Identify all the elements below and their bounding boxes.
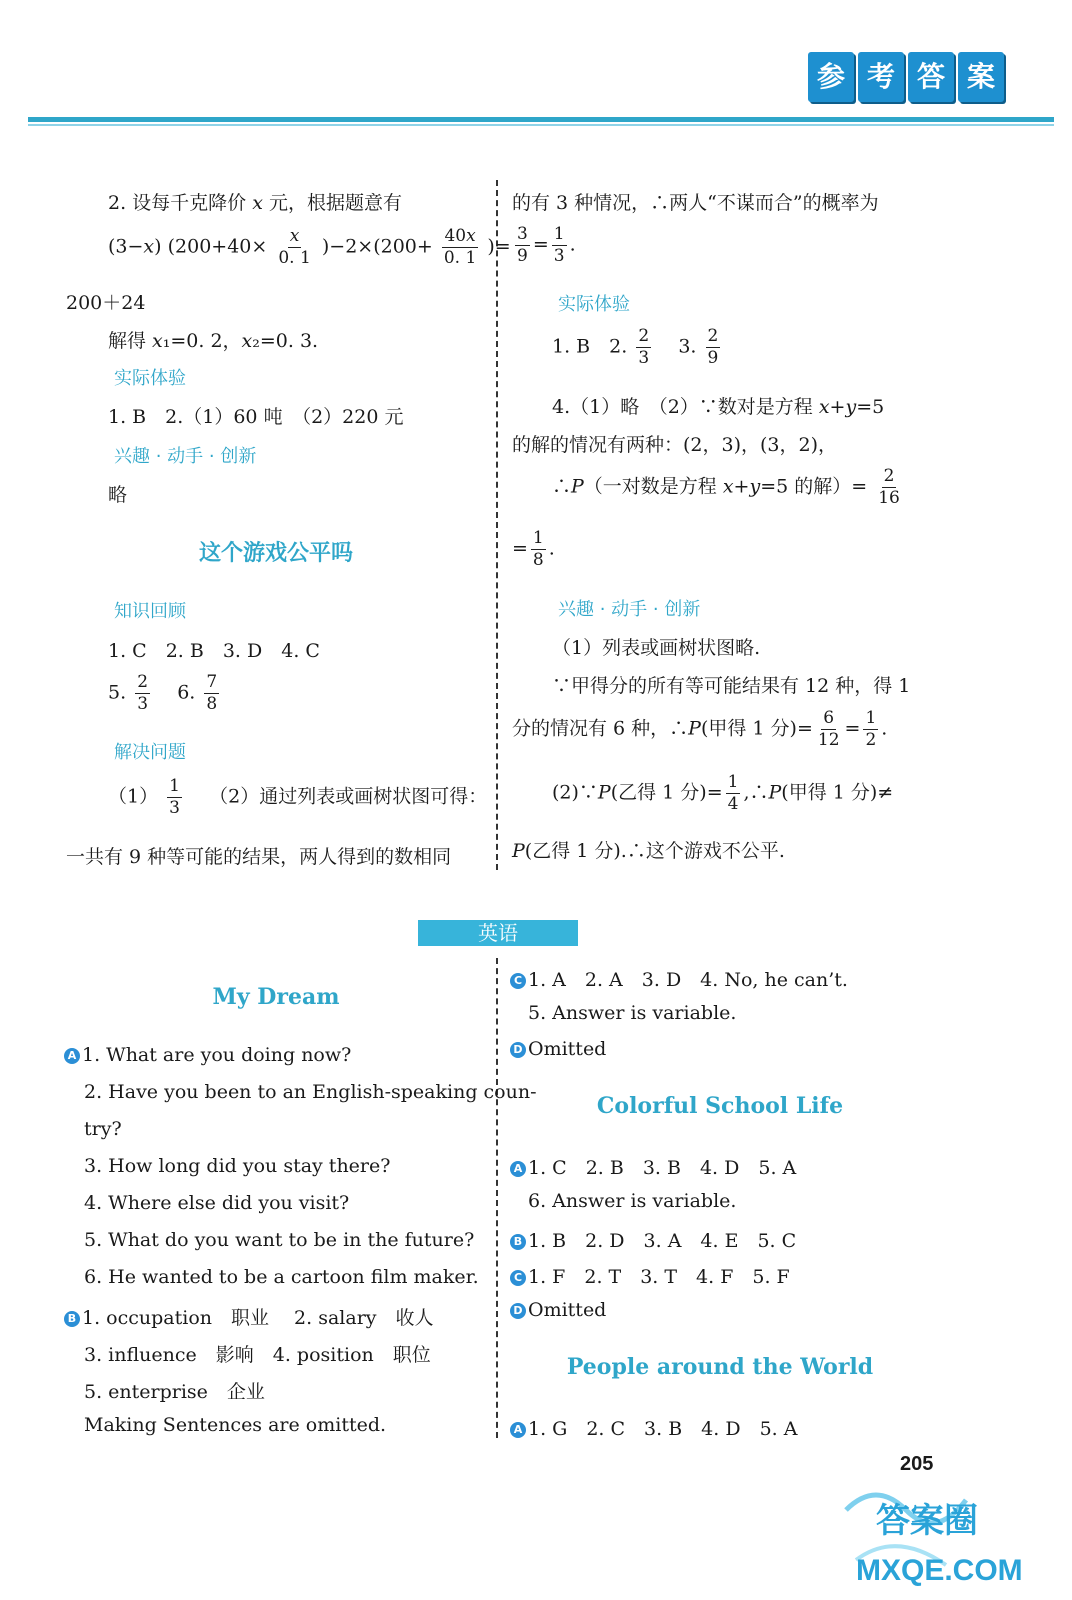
eq-part: (3−𝑥) (108, 235, 162, 258)
watermark-url: MXQE.COM (856, 1554, 1023, 1587)
math-line: 2. 设每千克降价 𝑥 元，根据题意有 (108, 192, 402, 214)
math-line: = $\frac{1}{8}$ . (512, 528, 555, 570)
watermark-logo (836, 1470, 1056, 1590)
math-line: （1） $\frac{1}{3}$ （2）通过列表或画树状图可得： (108, 776, 488, 818)
answer-line: 3. How long did you stay there? (84, 1155, 391, 1177)
badge-c-icon: C (510, 1270, 526, 1286)
eq-part: )−2×(200+ (321, 235, 433, 258)
math-line: 200＋24 (66, 292, 146, 314)
math-line: 的有 3 种情况，∴两人“不谋而合”的概率为 (512, 192, 879, 214)
fraction: $\frac{6}{12}$ (817, 708, 840, 750)
fraction: $\frac{7}{8}$ (206, 672, 218, 714)
badge-c-icon: C (510, 973, 526, 989)
answer-line: 5. What do you want to be in the future? (84, 1229, 475, 1251)
math-line: 一共有 9 种等可能的结果，两人得到的数相同 (66, 846, 452, 868)
badge-d-icon: D (510, 1042, 526, 1058)
answer-line: A 1. G 2. C 3. B 4. D 5. A (510, 1414, 797, 1441)
badge-d-icon: D (510, 1303, 526, 1319)
math-line: 5. $\frac{2}{3}$ 6. $\frac{7}{8}$ (108, 672, 218, 714)
section-heading: 实际体验 (114, 368, 186, 389)
math-line: 1. B 2.（1）60 吨 （2）220 元 (108, 406, 404, 428)
eq-part: (200+40× (167, 235, 268, 258)
fraction: $\frac{2}{3}$ (137, 672, 149, 714)
header-rule (28, 117, 1054, 122)
column-divider (496, 958, 498, 1438)
math-line: 分的情况有 6 种，∴𝑃(甲得 1 分)= $\frac{6}{12}$ = $\frac{1}{2}$ . (512, 708, 888, 750)
answer-line: 2. Have you been to an English-speaking coun- (84, 1081, 537, 1103)
section-heading: 实际体验 (558, 294, 630, 315)
fraction: $\frac{\text{40𝑥}}{0. 1}$ (443, 226, 477, 268)
badge-b-icon: B (510, 1234, 526, 1250)
math-line: ∵甲得分的所有等可能结果有 12 种，得 1 (552, 675, 911, 697)
section-title: Colorful School Life (596, 1093, 844, 1119)
badge-a-icon: A (510, 1161, 526, 1177)
section-heading: 兴趣 · 动手 · 创新 (558, 599, 701, 620)
section-heading: 兴趣 · 动手 · 创新 (114, 446, 257, 467)
header-char: 考 (858, 52, 904, 102)
math-line: $\frac{3}{9}$ = $\frac{1}{3}$ . (517, 224, 576, 266)
math-line: ∴𝑃（一对数是方程 𝑥+𝑦=5 的解）= $\frac{2}{16}$ (552, 466, 900, 508)
answer-line: try? (84, 1118, 122, 1140)
math-line: (2)∵𝑃(乙得 1 分)= $\frac{1}{4}$ ,∴𝑃(甲得 1 分)≠ (552, 772, 894, 814)
section-heading: 解决问题 (114, 742, 186, 763)
fraction: $\frac{\text{𝑥}}{0. 1}$ (278, 226, 311, 268)
math-line: 解得 𝑥₁=0. 2，𝑥₂=0. 3. (108, 330, 319, 352)
answer-line: D Omitted (510, 1038, 606, 1060)
math-line: 𝑃(乙得 1 分).∴这个游戏不公平. (512, 840, 785, 862)
section-heading: 知识回顾 (114, 601, 186, 622)
math-equation (108, 228, 511, 267)
answer-line: C 1. A 2. A 3. D 4. No, he can’t. (510, 965, 848, 992)
answer-line: B 1. B 2. D 3. A 4. E 5. C (510, 1226, 796, 1253)
answer-line: A 1. C 2. B 3. B 4. D 5. A (510, 1153, 796, 1180)
answer-line: 3. influence 影响 4. position 职位 (84, 1344, 431, 1366)
fraction: $\frac{1}{3}$ (169, 776, 180, 818)
fraction: $\frac{1}{4}$ (727, 772, 739, 814)
fraction: $\frac{2}{16}$ (878, 466, 900, 508)
math-line: 4.（1）略 （2）∵数对是方程 𝑥+𝑦=5 (552, 396, 885, 418)
answer-line: B 1. occupation 职业 2. salary 收人 (64, 1303, 434, 1330)
page-number: 205 (900, 1453, 934, 1475)
answer-line: C 1. F 2. T 3. T 4. F 5. F (510, 1262, 790, 1289)
fraction: $\frac{2}{3}$ (638, 326, 650, 368)
header-char: 答 (908, 52, 954, 102)
fraction: $\frac{1}{3}$ (553, 224, 565, 266)
fraction: $\frac{1}{8}$ (532, 528, 544, 570)
math-line: 略 (108, 484, 128, 506)
fraction: $\frac{2}{9}$ (707, 326, 719, 368)
badge-a-icon: A (64, 1048, 80, 1064)
answer-line: 5. Answer is variable. (528, 1002, 737, 1024)
answer-line: 5. enterprise 企业 (84, 1381, 265, 1403)
math-line: （1）列表或画树状图略. (552, 637, 761, 659)
answer-line: Making Sentences are omitted. (84, 1414, 387, 1436)
eq-part: )= (487, 235, 511, 258)
answer-line: 6. He wanted to be a cartoon film maker. (84, 1266, 479, 1288)
section-title: 这个游戏公平吗 (198, 541, 353, 566)
badge-b-icon: B (64, 1311, 80, 1327)
header-char: 案 (958, 52, 1004, 102)
subject-bar: 英语 (418, 920, 578, 946)
section-title: People around the World (566, 1354, 874, 1380)
header-char: 参 (808, 52, 854, 102)
math-line: 1. C 2. B 3. D 4. C (108, 640, 320, 662)
answer-line: 6. Answer is variable. (528, 1190, 737, 1212)
column-divider (496, 180, 498, 870)
header-rule-thin (28, 124, 1054, 126)
answer-line: D Omitted (510, 1299, 606, 1321)
answer-line: A 1. What are you doing now? (64, 1044, 351, 1066)
fraction: $\frac{3}{9}$ (517, 224, 528, 266)
math-line: 1. B 2. $\frac{2}{3}$ 3. $\frac{2}{9}$ (552, 326, 719, 368)
math-line: 的解的情况有两种：(2，3)，(3，2)， (512, 434, 838, 456)
fraction: $\frac{1}{2}$ (865, 708, 877, 750)
answer-line: 4. Where else did you visit? (84, 1192, 350, 1214)
watermark-text: 答案圈 (876, 1501, 978, 1541)
section-title: My Dream (212, 984, 340, 1010)
badge-a-icon: A (510, 1422, 526, 1438)
